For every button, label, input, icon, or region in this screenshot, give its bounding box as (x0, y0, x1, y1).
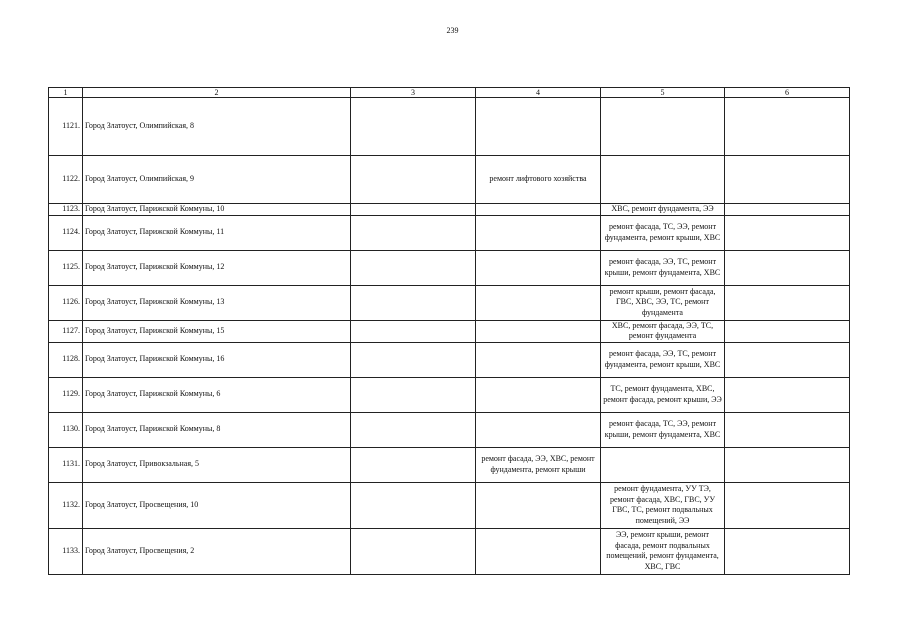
table-row (49, 412, 850, 447)
row-address: Город Златоуст, Парижской Коммуны, 13 (83, 285, 351, 320)
row-works (476, 215, 601, 250)
row-col6 (725, 204, 850, 216)
page-number: 239 (446, 26, 459, 35)
row-col3 (351, 204, 476, 216)
row-address: Город Златоуст, Парижской Коммуны, 11 (83, 215, 351, 250)
row-col3 (351, 412, 476, 447)
table-row (49, 377, 850, 412)
row-works (476, 412, 601, 447)
row-work-types (601, 98, 725, 156)
row-number: 1130. (49, 412, 83, 447)
table-header-row (49, 88, 850, 98)
row-address: Город Златоуст, Олимпийская, 8 (83, 98, 351, 156)
row-works (476, 204, 601, 216)
row-works (476, 98, 601, 156)
row-work-types (601, 156, 725, 204)
housing-repair-table (48, 87, 850, 575)
row-works (476, 482, 601, 528)
row-address: Город Златоуст, Парижской Коммуны, 6 (83, 377, 351, 412)
row-col6 (725, 482, 850, 528)
row-number: 1128. (49, 342, 83, 377)
column-header-2: 2 (83, 88, 351, 98)
row-col3 (351, 342, 476, 377)
row-number: 1121. (49, 98, 83, 156)
table-row (49, 204, 850, 216)
column-header-1: 1 (49, 88, 83, 98)
table-row (49, 215, 850, 250)
row-address: Город Златоуст, Парижской Коммуны, 12 (83, 250, 351, 285)
row-work-types: ТС, ремонт фундамента, ХВС, ремонт фасада, ремонт крыши, ЭЭ (601, 377, 725, 412)
column-header-6: 6 (725, 88, 850, 98)
table-row (49, 250, 850, 285)
row-col3 (351, 528, 476, 574)
row-work-types: ремонт фасада, ЭЭ, ТС, ремонт крыши, ремонт фундамента, ХВС (601, 250, 725, 285)
row-number: 1131. (49, 447, 83, 482)
row-address: Город Златоуст, Парижской Коммуны, 10 (83, 204, 351, 216)
row-works (476, 250, 601, 285)
row-address: Город Златоуст, Парижской Коммуны, 8 (83, 412, 351, 447)
row-col3 (351, 250, 476, 285)
row-number: 1127. (49, 320, 83, 342)
row-work-types: ХВС, ремонт фундамента, ЭЭ (601, 204, 725, 216)
row-col3 (351, 377, 476, 412)
row-work-types: ремонт фасада, ТС, ЭЭ, ремонт фундамента, ремонт крыши, ХВС (601, 215, 725, 250)
row-number: 1125. (49, 250, 83, 285)
row-work-types (601, 447, 725, 482)
table-row (49, 285, 850, 320)
row-col3 (351, 215, 476, 250)
column-header-5: 5 (601, 88, 725, 98)
row-col6 (725, 377, 850, 412)
row-works (476, 285, 601, 320)
row-address: Город Златоуст, Парижской Коммуны, 16 (83, 342, 351, 377)
row-address: Город Златоуст, Олимпийская, 9 (83, 156, 351, 204)
row-col3 (351, 285, 476, 320)
row-work-types: ремонт фундамента, УУ ТЭ, ремонт фасада, ХВС, ГВС, УУ ГВС, ТС, ремонт подвальных помещений, ЭЭ (601, 482, 725, 528)
table-row (49, 98, 850, 156)
row-col3 (351, 482, 476, 528)
table-row (49, 320, 850, 342)
row-address: Город Златоуст, Просвещения, 2 (83, 528, 351, 574)
row-col3 (351, 98, 476, 156)
row-number: 1122. (49, 156, 83, 204)
row-works (476, 377, 601, 412)
row-works: ремонт фасада, ЭЭ, ХВС, ремонт фундамента, ремонт крыши (476, 447, 601, 482)
row-work-types: ЭЭ, ремонт крыши, ремонт фасада, ремонт подвальных помещений, ремонт фундамента, ХВС, ГВС (601, 528, 725, 574)
row-col6 (725, 412, 850, 447)
row-number: 1133. (49, 528, 83, 574)
row-work-types: ХВС, ремонт фасада, ЭЭ, ТС, ремонт фундамента (601, 320, 725, 342)
row-col6 (725, 98, 850, 156)
row-works (476, 342, 601, 377)
row-number: 1123. (49, 204, 83, 216)
row-number: 1126. (49, 285, 83, 320)
row-work-types: ремонт фасада, ТС, ЭЭ, ремонт крыши, ремонт фундамента, ХВС (601, 412, 725, 447)
row-work-types: ремонт крыши, ремонт фасада, ГВС, ХВС, ЭЭ, ТС, ремонт фундамента (601, 285, 725, 320)
row-number: 1124. (49, 215, 83, 250)
row-col6 (725, 156, 850, 204)
row-col3 (351, 156, 476, 204)
row-works: ремонт лифтового хозяйства (476, 156, 601, 204)
row-col6 (725, 447, 850, 482)
row-col6 (725, 528, 850, 574)
row-number: 1129. (49, 377, 83, 412)
row-address: Город Златоуст, Просвещения, 10 (83, 482, 351, 528)
row-address: Город Златоуст, Привокзальная, 5 (83, 447, 351, 482)
row-col3 (351, 447, 476, 482)
table-row (49, 528, 850, 574)
table-row (49, 482, 850, 528)
row-works (476, 528, 601, 574)
row-col6 (725, 342, 850, 377)
column-header-3: 3 (351, 88, 476, 98)
row-address: Город Златоуст, Парижской Коммуны, 15 (83, 320, 351, 342)
row-col6 (725, 285, 850, 320)
column-header-4: 4 (476, 88, 601, 98)
row-number: 1132. (49, 482, 83, 528)
table-row (49, 342, 850, 377)
row-col6 (725, 320, 850, 342)
row-col3 (351, 320, 476, 342)
row-col6 (725, 215, 850, 250)
row-work-types: ремонт фасада, ЭЭ, ТС, ремонт фундамента, ремонт крыши, ХВС (601, 342, 725, 377)
row-col6 (725, 250, 850, 285)
table-row (49, 156, 850, 204)
table-row (49, 447, 850, 482)
row-works (476, 320, 601, 342)
